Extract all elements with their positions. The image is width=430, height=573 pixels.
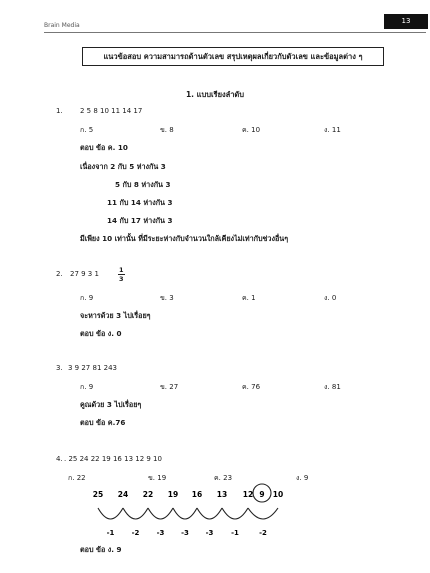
q3-number: 3. [56, 364, 63, 372]
q1-sequence: 2 5 8 10 11 14 17 [80, 107, 143, 115]
q4-diagram-number: 9 [259, 490, 265, 499]
q2-number: 2. [56, 270, 63, 278]
q4-diagram-diff: -3 [181, 529, 189, 537]
q2-option-a: ก. 9 [80, 294, 94, 302]
q4-option-a: ก. 22 [68, 474, 86, 482]
q3-option-d: ง. 81 [324, 383, 341, 391]
q4-diagram-arc [222, 508, 248, 519]
q3-option-b: ข. 27 [160, 383, 179, 391]
q2-frac-denominator: 3 [119, 275, 124, 283]
q2-option-d: ง. 0 [324, 294, 337, 302]
q1-option-a: ก. 5 [80, 126, 94, 134]
q4-diagram-number: 19 [167, 490, 179, 499]
q3-explain: คูณด้วย 3 ไปเรื่อยๆ [80, 400, 142, 409]
q4-diagram-number: 16 [191, 490, 203, 499]
q4-diagram-arc [98, 508, 123, 519]
q4-diagram-number: 24 [117, 490, 129, 499]
q3-option-c: ค. 76 [242, 383, 261, 391]
q4-sequence: . 25 24 22 19 16 13 12 9 10 [64, 455, 162, 463]
q4-diagram-diff: -2 [131, 529, 140, 537]
q3-sequence: 3 9 27 81 243 [68, 364, 117, 372]
q1-explain-line-2: 11 กับ 14 ห่างกัน 3 [107, 198, 173, 207]
q1-explain-line-3: 14 กับ 17 ห่างกัน 3 [107, 216, 173, 225]
q4-diagram-number: 22 [142, 490, 154, 499]
q4-diagram-arc [148, 508, 173, 519]
q4-option-d: ง. 9 [296, 474, 309, 482]
q2-explain: จะหารด้วย 3 ไปเรื่อยๆ [80, 311, 151, 320]
page-number: 13 [384, 14, 428, 29]
q4-diagram-diff: -2 [259, 529, 267, 537]
q1-answer: ตอบ ข้อ ค. 10 [80, 143, 128, 152]
q4-diagram-arc [173, 508, 197, 519]
q1-conclusion: มีเพียง 10 เท่านั้น ที่มีระยะห่างกับจำนวนใกล้เคียงไม่เท่ากับช่วงอื่นๆ [80, 234, 289, 243]
title-box: แนวข้อสอบ ความสามารถด้านตัวเลข สรุปเหตุผลเกี่ยวกับตัวเลข และข้อมูลต่าง ๆ [82, 47, 384, 66]
q4-diagram-diff: -1 [106, 529, 115, 537]
q1-number: 1. [56, 107, 63, 115]
q2-sequence: 27 9 3 1 [70, 270, 99, 278]
q1-explain-line-1: 5 กับ 8 ห่างกัน 3 [115, 180, 171, 189]
q4-option-b: ข. 19 [148, 474, 167, 482]
q4-diagram-arc [248, 508, 278, 519]
q3-answer: ตอบ ข้อ ค.76 [80, 418, 126, 427]
q1-option-d: ง. 11 [324, 126, 341, 134]
section-title: 1. แบบเรียงลำดับ [185, 90, 245, 99]
q3-option-a: ก. 9 [80, 383, 94, 391]
q2-answer: ตอบ ข้อ ง. 0 [80, 329, 122, 338]
q4-diagram-diff: -3 [156, 529, 165, 537]
q4-diagram-arc [123, 508, 148, 519]
q4-diagram-diff: -3 [205, 529, 214, 537]
brand-name: Brain Media [44, 22, 80, 29]
q4-diagram-number: 13 [216, 490, 228, 499]
q2-option-b: ข. 3 [160, 294, 174, 302]
q4-diagram-arc [197, 508, 222, 519]
q4-answer: ตอบ ข้อ ง. 9 [80, 545, 122, 554]
q4-diagram-diff: -1 [231, 529, 239, 537]
q4-option-c: ค. 23 [214, 474, 233, 482]
q4-number: 4. [56, 455, 63, 463]
q4-diagram-number: 10 [272, 490, 284, 499]
q1-option-c: ค. 10 [242, 126, 261, 134]
q1-option-b: ข. 8 [160, 126, 174, 134]
q2-option-c: ค. 1 [242, 294, 256, 302]
q2-frac-numerator: 1 [119, 266, 124, 274]
q4-diagram-number: 12 [242, 490, 254, 499]
q4-diagram-number: 25 [92, 490, 104, 499]
q1-explain-intro: เนื่องจาก 2 กับ 5 ห่างกัน 3 [80, 162, 166, 171]
